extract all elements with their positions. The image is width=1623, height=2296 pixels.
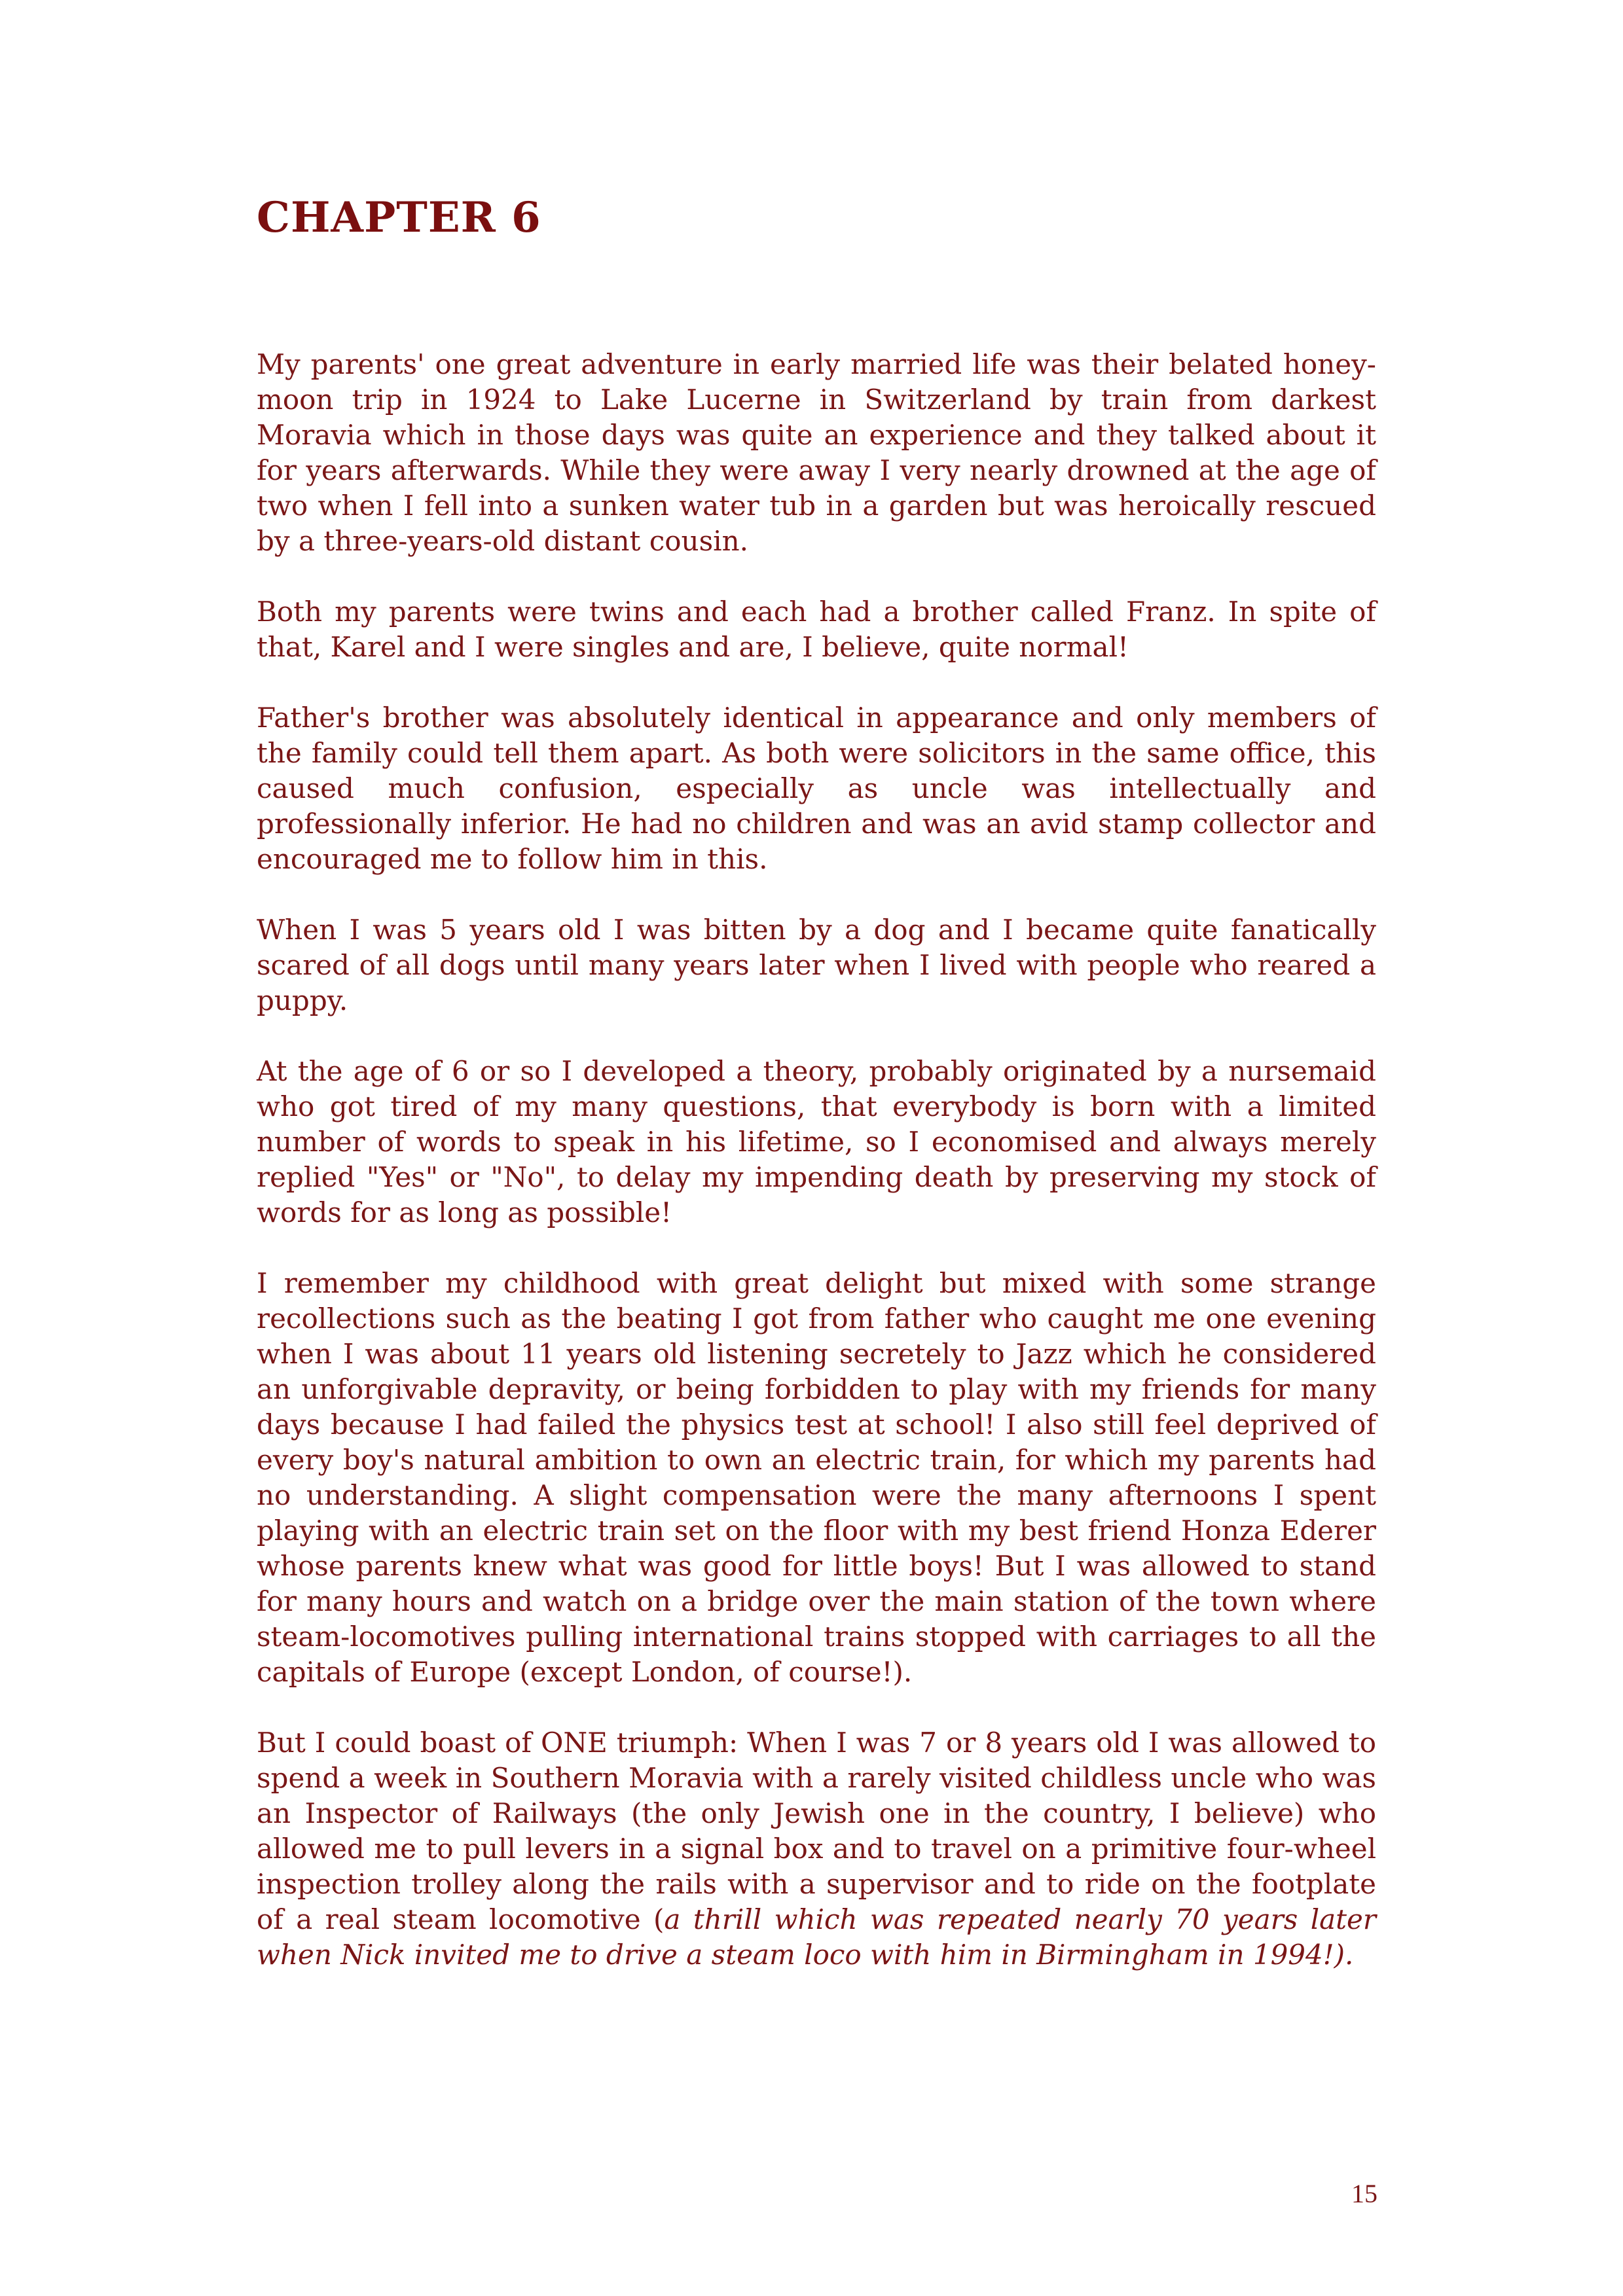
paragraph-twins: Both my parents were twins and each had a brother called Franz. In spite of that, Karel and I were singles and are, I believe, quite normal!: [257, 596, 1376, 663]
chapter-title: CHAPTER 6: [257, 193, 541, 242]
body-text: [257, 347, 1376, 2008]
paragraph-childhood: I remember my childhood with great delight but mixed with some strange recollections such as the beating I got from father who caught me one evening when I was about 11 years old listening secretely to Jazz which he considered an unforgivable depravity, or being forbidden to play with my friends for many days because I had failed the physics test at school! I also still feel deprived of every boy's natural ambition to own an electric train, for which my parents had no understanding. A slight compensation were the many afternoons I spent playing with an electric train set on the floor with my best friend Honza Ederer whose parents knew what was good for little boys! But I was allowed to stand for many hours and watch on a bridge over the main station of the town where steam-locomotives pulling international trains stopped with carriages to all the capitals of Europe (except London, of course!).: [257, 1267, 1376, 1688]
page-number: 15: [1351, 2179, 1377, 2208]
paragraph-words-theory: At the age of 6 or so I developed a theory, probably originated by a nursemaid who got tired of my many questions, that everybody is born with a limited number of words to speak in his lifetime, so I economised and always merely replied "Yes" or "No", to delay my impending death by preserving my stock of words for as long as possible!: [257, 1055, 1376, 1229]
paragraph-fathers-brother: Father's brother was absolutely identical in appearance and only members of the family could tell them apart. As both were solicitors in the same office, this caused much confusion, especially as uncle was intellectually and professionally inferior. He had no children and was an avid stamp collector and encouraged me to follow him in this.: [257, 702, 1376, 875]
paragraph-triumph: [257, 1725, 1376, 1973]
paragraph-dog: When I was 5 years old I was bitten by a dog and I became quite fanatically scared of all dogs until many years later when I lived with people who reared a puppy.: [257, 914, 1376, 1016]
paragraph-triumph-italic: a thrill which was repeated nearly 70 years later when Nick invited me to drive a steam loco with him in Birmingham in 1994!).: [257, 1903, 1376, 1971]
paragraph-honeymoon: My parents' one great adventure in early married life was their belated honey-moon trip in 1924 to Lake Lucerne in Switzerland by train from darkest Moravia which in those days was quite an experience and they talked about it for years afterwards. While they were away I very nearly drowned at the age of two when I fell into a sunken water tub in a garden but was heroically rescued by a three-years-old distant cousin.: [257, 348, 1376, 557]
paragraph-triumph-text: But I could boast of ONE triumph: When I was 7 or 8 years old I was allowed to spend a week in Southern Moravia with a rarely visited childless uncle who was an Inspector of Railways (the only Jewish one in the country, I believe) who allowed me to pull levers in a signal box and to travel on a primitive four-wheel inspection trolley along the rails with a supervisor and to ride on the footplate of a real steam locomotive (: [257, 1727, 1376, 1935]
